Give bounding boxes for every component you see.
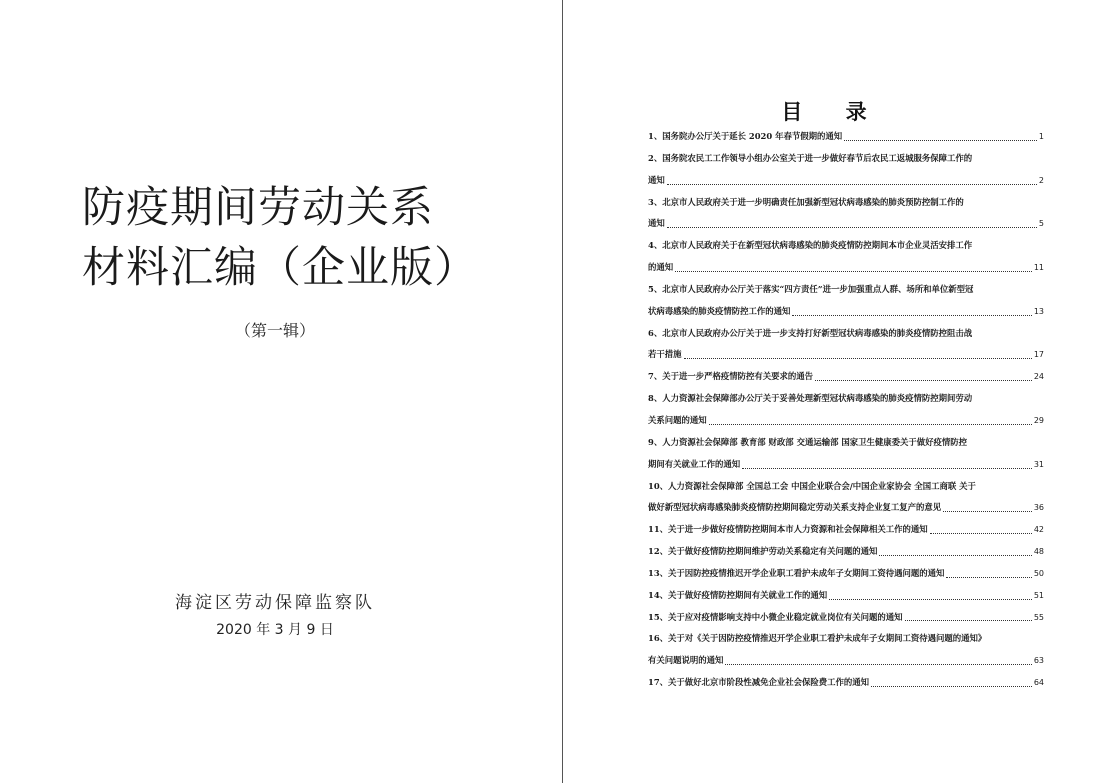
toc-dot-leader — [905, 619, 1032, 621]
toc-entry-title: 17、关于做好北京市阶段性减免企业社会保险费工作的通知 — [648, 677, 870, 688]
toc-entry-title: 通知 — [648, 218, 665, 229]
toc-dot-leader — [879, 554, 1031, 556]
toc-entry-line — [648, 148, 1044, 170]
toc-page-number: 48 — [1033, 547, 1044, 557]
toc-dot-leader — [946, 576, 1031, 578]
toc-entry[interactable] — [648, 607, 1044, 629]
toc-entry-title: 关系问题的通知 — [648, 414, 707, 425]
toc-entry-line — [648, 388, 1044, 410]
toc-entry-title: 期间有关就业工作的通知 — [648, 458, 741, 469]
toc-page — [563, 0, 1119, 783]
toc-entry-title: 做好新型冠状病毒感染肺炎疫情防控期间稳定劳动关系支持企业复工复产的意见 — [648, 502, 942, 513]
toc-heading: 目 录 — [781, 100, 885, 124]
toc-entry[interactable] — [648, 519, 1044, 541]
toc-entry-title: 14、关于做好疫情防控期间有关就业工作的通知 — [648, 589, 828, 600]
cover-title — [82, 178, 542, 298]
toc-entry[interactable] — [648, 366, 1044, 388]
toc-entry[interactable] — [648, 585, 1044, 607]
toc-entry-line — [648, 607, 1044, 629]
cover-subtitle: （第一辑） — [234, 321, 315, 340]
toc-entry-line — [648, 126, 1044, 148]
toc-page-number: 31 — [1033, 459, 1044, 469]
toc-page-number: 29 — [1033, 415, 1044, 425]
toc-entry-line — [648, 672, 1044, 694]
toc-entry[interactable] — [648, 235, 1044, 279]
toc-entry-title: 的通知 — [648, 262, 674, 273]
toc-entry-line — [648, 454, 1044, 476]
toc-entry-line — [648, 213, 1044, 235]
toc-dot-leader — [844, 139, 1037, 141]
toc-list — [648, 126, 1044, 694]
toc-entry-line — [648, 257, 1044, 279]
toc-entry-title: 16、关于对《关于因防控疫情推迟开学企业职工看护未成年子女期间工资待遇问题的通知》 — [648, 633, 987, 644]
toc-dot-leader — [742, 467, 1032, 469]
toc-entry-line — [648, 323, 1044, 345]
toc-entry-line — [648, 170, 1044, 192]
toc-page-number: 2 — [1038, 175, 1044, 185]
toc-entry[interactable] — [648, 432, 1044, 476]
cover-date: 2020 年 3 月 9 日 — [216, 622, 334, 638]
toc-entry-line — [648, 301, 1044, 323]
toc-entry-line — [648, 344, 1044, 366]
toc-entry[interactable] — [648, 279, 1044, 323]
toc-entry-title: 8、人力资源社会保障部办公厅关于妥善处理新型冠状病毒感染的肺炎疫情防控期间劳动 — [648, 393, 973, 404]
toc-entry-line — [648, 563, 1044, 585]
toc-entry-title: 有关问题说明的通知 — [648, 655, 724, 666]
toc-entry-title: 2、国务院农民工工作领导小组办公室关于进一步做好春节后农民工返城服务保障工作的 — [648, 152, 973, 163]
toc-page-number: 17 — [1033, 350, 1044, 360]
toc-entry-line — [648, 279, 1044, 301]
toc-entry-line — [648, 192, 1044, 214]
toc-entry-line — [648, 541, 1044, 563]
toc-dot-leader — [930, 532, 1032, 534]
toc-dot-leader — [709, 423, 1032, 425]
toc-dot-leader — [667, 183, 1037, 185]
cover-title-line: 材料汇编（企业版） — [82, 243, 478, 293]
toc-entry-line — [648, 519, 1044, 541]
toc-entry-line — [648, 235, 1044, 257]
toc-dot-leader — [792, 314, 1031, 316]
toc-page-number: 50 — [1033, 568, 1044, 578]
toc-entry-line — [648, 585, 1044, 607]
toc-entry[interactable] — [648, 628, 1044, 672]
cover-organization: 海淀区劳动保障监察队 — [175, 593, 375, 613]
toc-page-number: 11 — [1033, 263, 1044, 273]
toc-entry-title: 12、关于做好疫情防控期间维护劳动关系稳定有关问题的通知 — [648, 546, 878, 557]
toc-dot-leader — [815, 379, 1032, 381]
toc-entry[interactable] — [648, 672, 1044, 694]
toc-dot-leader — [725, 663, 1031, 665]
toc-page-number: 24 — [1033, 372, 1044, 382]
toc-page-number: 1 — [1038, 132, 1044, 141]
toc-entry-title: 4、北京市人民政府关于在新型冠状病毒感染的肺炎疫情防控期间本市企业灵活安排工作 — [648, 240, 973, 251]
toc-entry[interactable] — [648, 192, 1044, 236]
toc-page-number: 64 — [1033, 678, 1044, 688]
toc-page-number: 36 — [1033, 503, 1044, 513]
toc-entry-title: 3、北京市人民政府关于进一步明确责任加强新型冠状病毒感染的肺炎预防控制工作的 — [648, 196, 964, 207]
toc-dot-leader — [684, 357, 1032, 359]
toc-entry-line — [648, 410, 1044, 432]
toc-page-number: 55 — [1033, 612, 1044, 622]
toc-entry-title: 5、北京市人民政府办公厅关于落实“四方责任”进一步加强重点人群、场所和单位新型冠 — [648, 283, 974, 294]
toc-dot-leader — [871, 685, 1032, 687]
toc-entry-title: 1、国务院办公厅关于延长 2020 年春节假期的通知 — [648, 131, 843, 141]
toc-entry-line — [648, 476, 1044, 498]
toc-dot-leader — [667, 226, 1037, 228]
toc-entry[interactable] — [648, 388, 1044, 432]
toc-entry-line — [648, 366, 1044, 388]
toc-entry-title: 9、人力资源社会保障部 教育部 财政部 交通运输部 国家卫生健康委关于做好疫情防控 — [648, 436, 967, 447]
toc-entry-title: 6、北京市人民政府办公厅关于进一步支持打好新型冠状病毒感染的肺炎疫情防控阻击战 — [648, 327, 973, 338]
toc-dot-leader — [943, 510, 1032, 512]
toc-page-number: 63 — [1033, 656, 1044, 666]
toc-page-number: 13 — [1033, 306, 1044, 316]
toc-entry-line — [648, 650, 1044, 672]
toc-entry-title: 若干措施 — [648, 349, 682, 360]
toc-entry-line — [648, 628, 1044, 650]
toc-page-number: 42 — [1033, 525, 1044, 535]
toc-dot-leader — [675, 270, 1032, 272]
toc-page-number: 51 — [1033, 590, 1044, 600]
toc-entry-title: 7、关于进一步严格疫情防控有关要求的通告 — [648, 371, 813, 382]
toc-entry-title: 13、关于因防控疫情推迟开学企业职工看护未成年子女期间工资待遇问题的通知 — [648, 567, 945, 578]
toc-entry[interactable] — [648, 476, 1044, 520]
toc-entry-title: 11、关于进一步做好疫情防控期间本市人力资源和社会保障相关工作的通知 — [648, 524, 928, 535]
toc-entry-line — [648, 497, 1044, 519]
toc-entry-title: 15、关于应对疫情影响支持中小微企业稳定就业岗位有关问题的通知 — [648, 611, 903, 622]
toc-entry[interactable] — [648, 323, 1044, 367]
toc-dot-leader — [829, 598, 1032, 600]
toc-entry-title: 10、人力资源社会保障部 全国总工会 中国企业联合会/中国企业家协会 全国工商联 关于 — [648, 480, 976, 491]
toc-entry[interactable] — [648, 541, 1044, 563]
toc-entry[interactable] — [648, 148, 1044, 192]
toc-entry[interactable] — [648, 563, 1044, 585]
toc-entry-line — [648, 432, 1044, 454]
toc-entry[interactable] — [648, 126, 1044, 148]
toc-entry-title: 通知 — [648, 174, 665, 185]
toc-page-number: 5 — [1038, 219, 1044, 229]
toc-entry-title: 状病毒感染的肺炎疫情防控工作的通知 — [648, 305, 791, 316]
cover-title-line: 防疫期间劳动关系 — [82, 183, 434, 233]
